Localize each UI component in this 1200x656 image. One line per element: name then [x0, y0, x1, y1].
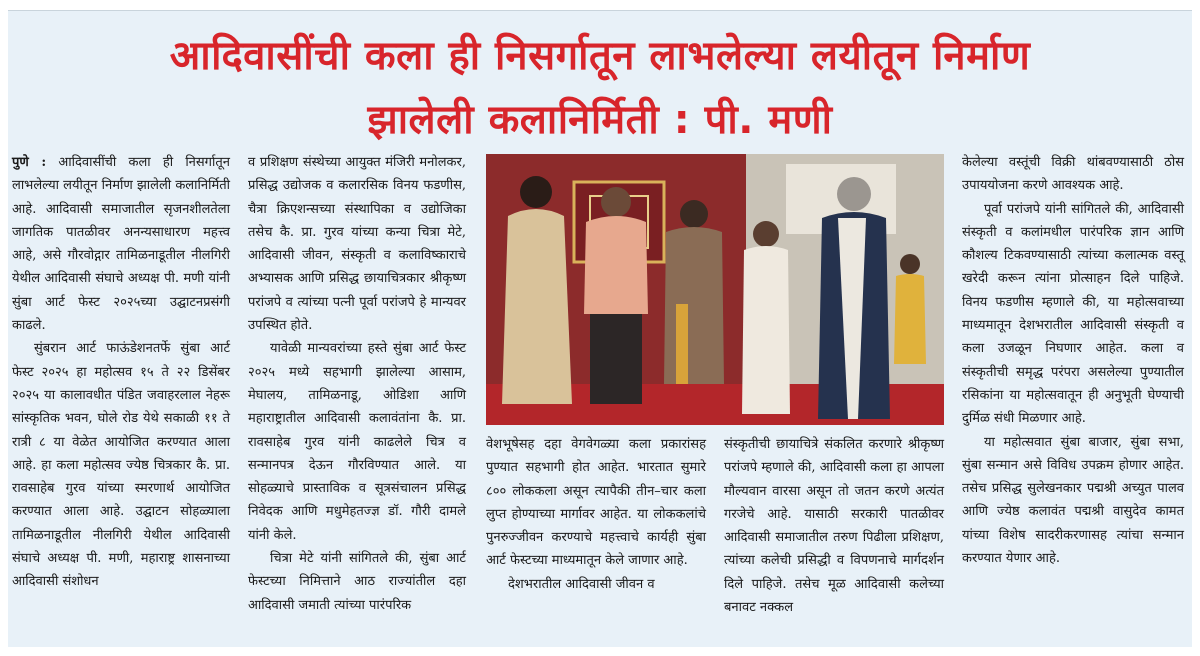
column-2-paragraph-1: व प्रशिक्षण संस्थेच्या आयुक्त मंजिरी मनोलकर, प्रसिद्ध उद्योजक व कलारसिक विनय फडणीस, चैत्रा क्रिएशन्सच्या संस्थापिका व उद्योजिका तसेच कै. प्रा. गुरव यांच्या कन्या चित्रा मेटे, आदिवासी जीवन, संस्कृती व कलाविष्काराचे अभ्यासक आणि प्रसिद्ध छायाचित्रकार श्रीकृष्ण परांजपे व त्यांच्या पत्नी पूर्वा परांजपे हे मान्यवर उपस्थित होते.: [248, 155, 466, 334]
column-5-paragraph-3: या महोत्सवात सुंबा बाजार, सुंबा सभा, सुंबा सन्मान असे विविध उपक्रम होणार आहेत. तसेच प्रसिद्ध सुलेखनकार पद्मश्री अच्युत पालव आणि ज्येष्ठ कलावंत पद्मश्री वासुदेव कामत यांच्या विशेष सादरीकरणासह त्यांचा सन्मान करण्यात येणार आहे.: [962, 434, 1184, 567]
article-column-5: [962, 151, 1184, 570]
column-4-paragraph-1: संस्कृतीची छायाचित्रे संकलित करणारे श्रीकृष्ण परांजपे म्हणाले की, आदिवासी कला हा आपला मौल्यवान वारसा असून तो जतन करणे अत्यंत गरजेचे आहे. यासाठी सरकारी पातळीवर आदिवासी समाजातील तरुण पिढीला प्रशिक्षण, त्यांच्या कलेची प्रसिद्धी व विपणनाचे मार्गदर्शन दिले पाहिजे. तसेच मूळ आदिवासी कलेच्या बनावट नक्कल: [724, 437, 944, 616]
column-3-paragraph-1: वेशभूषेसह दहा वेगवेगळ्या कला प्रकारांसह पुण्यात सहभागी होत आहेत. भारतात सुमारे ८०० लोककला असून त्यापैकी तीन–चार कला लुप्त होण्याच्या मार्गावर आहेत. या लोककलांचे पुनरुज्जीवन करण्याचे महत्त्वाचे कार्यही सुंबा आर्ट फेस्टच्या माध्यमातून केले जाणार आहे.: [486, 437, 706, 569]
column-1-paragraph-2: सुंबरान आर्ट फाऊंडेशनतर्फे सुंबा आर्ट फेस्ट २०२५ हा महोत्सव १५ ते २२ डिसेंबर २०२५ या कालावधीत पंडित जवाहरलाल नेहरू सांस्कृतिक भवन, घोले रोड येथे सकाळी ११ ते रात्री ८ या वेळेत आयोजित करण्यात आला आहे. हा कला महोत्सव ज्येष्ठ चित्रकार कै. प्रा. रावसाहेब गुरव यांच्या स्मरणार्थ आयोजित करण्यात आला आहे. उद्घाटन सोहळ्याला तामिळनाडूतील नीलगिरी येथील आदिवासी संघाचे अध्यक्ष पी. मणी, महाराष्ट्र शासनाच्या आदिवासी संशोधन: [12, 341, 230, 590]
column-2-paragraph-3: चित्रा मेटे यांनी सांगितले की, सुंबा आर्ट फेस्टच्या निमित्ताने आठ राज्यांतील दहा आदिवासी जमाती त्यांच्या पारंपरिक: [248, 551, 466, 613]
column-5-paragraph-1: केलेल्या वस्तूंची विक्री थांबवण्यासाठी ठोस उपाययोजना करणे आवश्यक आहे.: [962, 155, 1184, 194]
column-5-paragraph-2: पूर्वा परांजपे यांनी सांगितले की, आदिवासी संस्कृती व कलांमधील पारंपरिक ज्ञान आणि कौशल्य टिकवण्यासाठी त्यांच्या कलात्मक वस्तू खरेदी करून त्यांना प्रोत्साहन दिले पाहिजे. विनय फडणीस म्हणाले की, या महोत्सवाच्या माध्यमातून देशभरातील आदिवासी संस्कृती व कला उजळून निघणार आहेत. कला व संस्कृतीची समृद्ध परंपरा असलेल्या पुण्यातील रसिकांना या महोत्सवातून ही अनुभूती घेण्याची दुर्मिळ संधी मिळणार आहे.: [962, 201, 1184, 427]
inauguration-photo-illustration: [486, 154, 944, 425]
column-2-paragraph-2: यावेळी मान्यवरांच्या हस्ते सुंबा आर्ट फेस्ट २०२५ मध्ये सहभागी झालेल्या आसाम, मेघालय, तामिळनाडू, ओडिशा आणि महाराष्ट्रातील आदिवासी कलावंतांना कै. प्रा. रावसाहेब गुरव यांनी काढलेले चित्र व सन्मानपत्र देऊन गौरविण्यात आले. या सोहळ्याचे प्रास्ताविक व सूत्रसंचालन प्रसिद्ध निवेदक आणि मधुमेहतज्ज्ञ डॉ. गौरी दामले यांनी केले.: [248, 341, 466, 543]
article-column-2: [248, 151, 466, 617]
dateline: पुणे :: [12, 155, 47, 170]
headline-line-2: झालेली कलानिर्मिती : पी. मणी: [367, 97, 833, 143]
article-column-1: [12, 151, 230, 594]
article-column-3: [486, 433, 706, 596]
column-3-paragraph-2: देशभरातील आदिवासी जीवन व: [508, 576, 655, 592]
newspaper-clipping: [8, 10, 1192, 647]
column-1-paragraph-1: आदिवासींची कला ही निसर्गातून लाभलेल्या लयीतून निर्माण झालेली कलानिर्मिती आहे. आदिवासी समाजातील सृजनशीलतेला जागतिक पातळीवर अनन्यसाधारण महत्त्व आहे, असे गौरवोद्गार तामिळनाडूतील नीलगिरी येथील आदिवासी संघाचे अध्यक्ष पी. मणी यांनी सुंबा आर्ट फेस्ट २०२५च्या उद्घाटनप्रसंगी काढले.: [12, 155, 230, 334]
article-column-4: [724, 433, 944, 619]
headline-line-1: आदिवासींची कला ही निसर्गातून लाभलेल्या लयीतून निर्माण: [169, 33, 1031, 79]
event-photo: [486, 154, 944, 425]
